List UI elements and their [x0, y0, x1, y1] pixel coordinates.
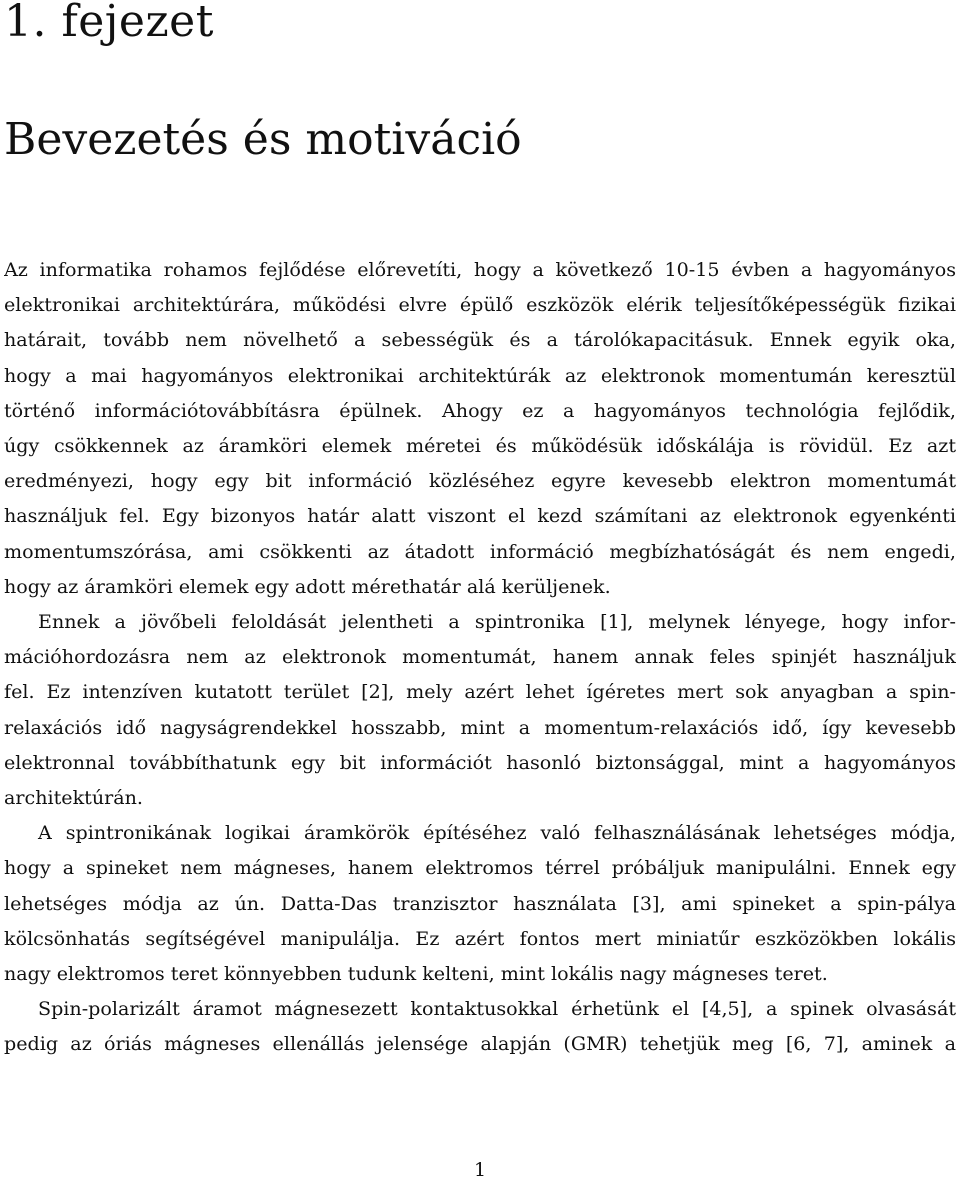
text-line: mációhordozásra nem az elektronok momentumát, hanem annak feles spinjét használjuk: [4, 645, 956, 669]
text-line: Az informatika rohamos fejlődése előrevetíti, hogy a következő 10-15 évben a hagyományos: [4, 258, 956, 281]
text-line: architektúrán.: [4, 786, 143, 810]
body-text: [4, 252, 956, 1062]
text-line: relaxációs idő nagyságrendekkel hosszabb, mint a momentum-relaxációs idő, így kevesebb: [4, 715, 956, 739]
chapter-title: Bevezetés és motiváció: [4, 114, 522, 165]
text-line: Spin-polarizált áramot mágnesezett kontaktusokkal érhetünk el [4,5], a spinek olvasását: [38, 997, 956, 1021]
text-line: hogy a spineket nem mágneses, hanem elektromos térrel próbáljuk manipulálni. Ennek egy: [4, 856, 956, 880]
text-line: kölcsönhatás segítségével manipulálja. Ez azért fontos mert miniatűr eszközökben lokális: [4, 926, 956, 950]
paragraph-2: [4, 604, 956, 815]
text-line: használjuk fel. Egy bizonyos határ alatt viszont el kezd számítani az elektronok egyenkénti: [4, 504, 956, 528]
text-line: momentumszórása, ami csökkenti az átadott információ megbízhatóságát és nem engedi,: [4, 539, 956, 563]
text-line: hogy a mai hagyományos elektronikai architektúrák az elektronok momentumán keresztül: [4, 363, 956, 387]
page-number: 1: [473, 1159, 487, 1181]
chapter-label: 1. fejezet: [4, 0, 214, 47]
text-line: elektronnal továbbíthatunk egy bit információt hasonló biztonsággal, mint a hagyományos: [4, 750, 956, 774]
text-line: Ennek a jövőbeli feloldását jelentheti a spintronika [1], melynek lényege, hogy infor-: [38, 610, 956, 634]
text-line: határait, tovább nem növelhető a sebességük és a tárolókapacitásuk. Ennek egyik oka,: [4, 328, 956, 352]
text-line: történő információtovábbításra épülnek. Ahogy ez a hagyományos technológia fejlődik,: [4, 398, 956, 422]
paragraph-3: [4, 815, 956, 991]
paragraph-1: [4, 252, 956, 604]
text-line: lehetséges módja az ún. Datta-Das tranzisztor használata [3], ami spineket a spin-pálya: [4, 891, 956, 915]
text-line: A spintronikának logikai áramkörök építéséhez való felhasználásának lehetséges módja,: [38, 821, 956, 845]
text-line: fel. Ez intenzíven kutatott terület [2], mely azért lehet ígéretes mert sok anyagban a spin-: [4, 680, 956, 704]
text-line: nagy elektromos teret könnyebben tudunk kelteni, mint lokális nagy mágneses teret.: [4, 962, 828, 986]
text-line: úgy csökkennek az áramköri elemek méretei és működésük időskálája is rövidül. Ez azt: [4, 434, 956, 458]
text-line: pedig az óriás mágneses ellenállás jelensége alapján (GMR) tehetjük meg [6, 7], aminek a: [4, 1032, 956, 1056]
text-line: hogy az áramköri elemek egy adott mérethatár alá kerüljenek.: [4, 574, 611, 598]
text-line: eredményezi, hogy egy bit információ közléséhez egyre kevesebb elektron momentumát: [4, 469, 956, 493]
paragraph-4: [4, 991, 956, 1061]
text-line: elektronikai architektúrára, működési elvre épülő eszközök elérik teljesítőképességük fizikai: [4, 293, 956, 317]
